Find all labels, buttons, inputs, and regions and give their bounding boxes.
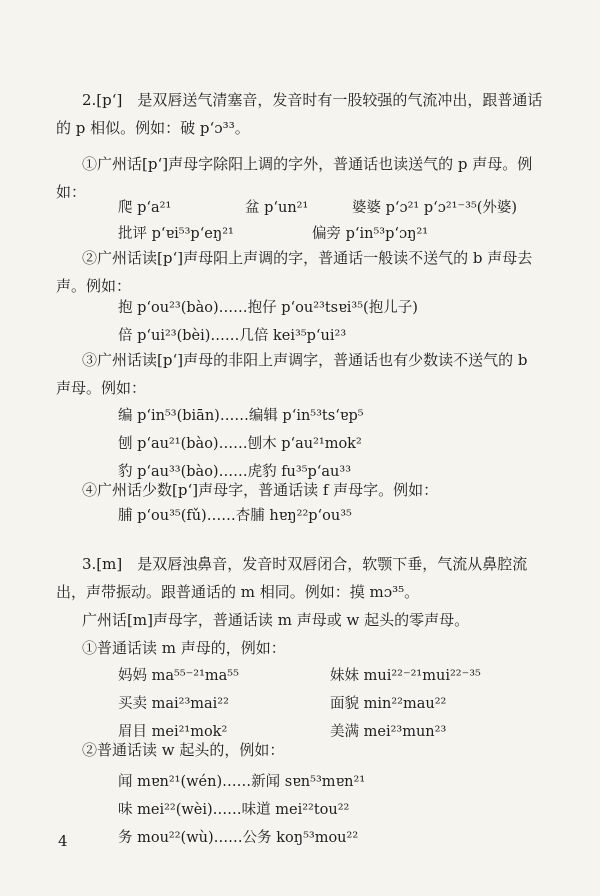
page-number: 4	[58, 832, 68, 850]
example-entry: 编 p‘in⁵³(biān)……编辑 p‘in⁵³ts‘ɐp⁵	[118, 408, 364, 424]
paragraph-rule-4: ④广州话少数[p‘]声母字，普通话读 f 声母字。例如：	[82, 481, 439, 499]
example-entry: 面貌 min²²mau²²	[330, 696, 447, 712]
example-entry: 抱 p‘ou²³(bào)……抱仔 p‘ou²³tsɐi³⁵(抱儿子)	[118, 300, 418, 316]
paragraph-rule-1: ①广州话[p‘]声母字除阳上调的字外，普通话也读送气的 p 声母。例如：	[56, 155, 533, 201]
example-entry: 刨 p‘au²¹(bào)……刨木 p‘au²¹mok²	[118, 436, 362, 452]
example-entry: 妹妹 mui²²⁻²¹mui²²⁻³⁵	[330, 668, 481, 684]
example-entry: 妈妈 ma⁵⁵⁻²¹ma⁵⁵	[118, 668, 239, 684]
example-entry: 豹 p‘au³³(bào)……虎豹 fu³⁵p‘au³³	[118, 464, 352, 480]
paragraph-p-aspirated-intro: 2.[p‘] 是双唇送气清塞音，发音时有一股较强的气流冲出，跟普通话的 p 相似。例如：破 p‘ɔ³³。	[56, 91, 543, 137]
example-entry: 盆 p‘un²¹	[245, 200, 309, 216]
example-entry: 爬 p‘a²¹	[118, 200, 172, 216]
example-entry: 婆婆 p‘ɔ²¹ p‘ɔ²¹⁻³⁵(外婆)	[352, 200, 518, 216]
paragraph-rule-3: ③广州话读[p‘]声母的非阳上声调字，普通话也有少数读不送气的 b 声母。例如：	[56, 351, 528, 397]
example-entry: 美满 mei²³mun²³	[330, 724, 447, 740]
example-entry: 眉目 mei²¹mok²	[118, 724, 228, 740]
paragraph-m-rule-1: ①普通话读 m 声母的，例如：	[82, 639, 286, 657]
example-entry: 务 mou²²(wù)……公务 koŋ⁵³mou²²	[118, 830, 359, 846]
paragraph-rule-2: ②广州话读[p‘]声母阳上声调的字，普通话一般读不送气的 b 声母去声。例如：	[56, 249, 533, 295]
paragraph-m-summary: 广州话[m]声母字，普通话读 m 声母或 w 起头的零声母。	[82, 611, 470, 629]
example-entry: 偏旁 p‘in⁵³p‘ɔŋ²¹	[312, 226, 429, 242]
paragraph-m-rule-2: ②普通话读 w 起头的，例如：	[82, 741, 285, 759]
example-entry: 倍 p‘ui²³(bèi)……几倍 kei³⁵p‘ui²³	[118, 328, 347, 344]
example-entry: 闻 mɐn²¹(wén)……新闻 sɐn⁵³mɐn²¹	[118, 774, 366, 790]
paragraph-m-intro: 3.[m] 是双唇浊鼻音，发音时双唇闭合，软颚下垂，气流从鼻腔流出，声带振动。跟普通话的 m 相同。例如：摸 mɔ³⁵。	[56, 555, 528, 601]
example-entry: 脯 p‘ou³⁵(fǔ)……杏脯 hɐŋ²²p‘ou³⁵	[118, 508, 352, 524]
example-entry: 买卖 mai²³mai²²	[118, 696, 229, 712]
example-entry: 批评 p‘ɐi⁵³p‘eŋ²¹	[118, 226, 234, 242]
example-entry: 味 mei²²(wèi)……味道 mei²²tou²²	[118, 802, 350, 818]
